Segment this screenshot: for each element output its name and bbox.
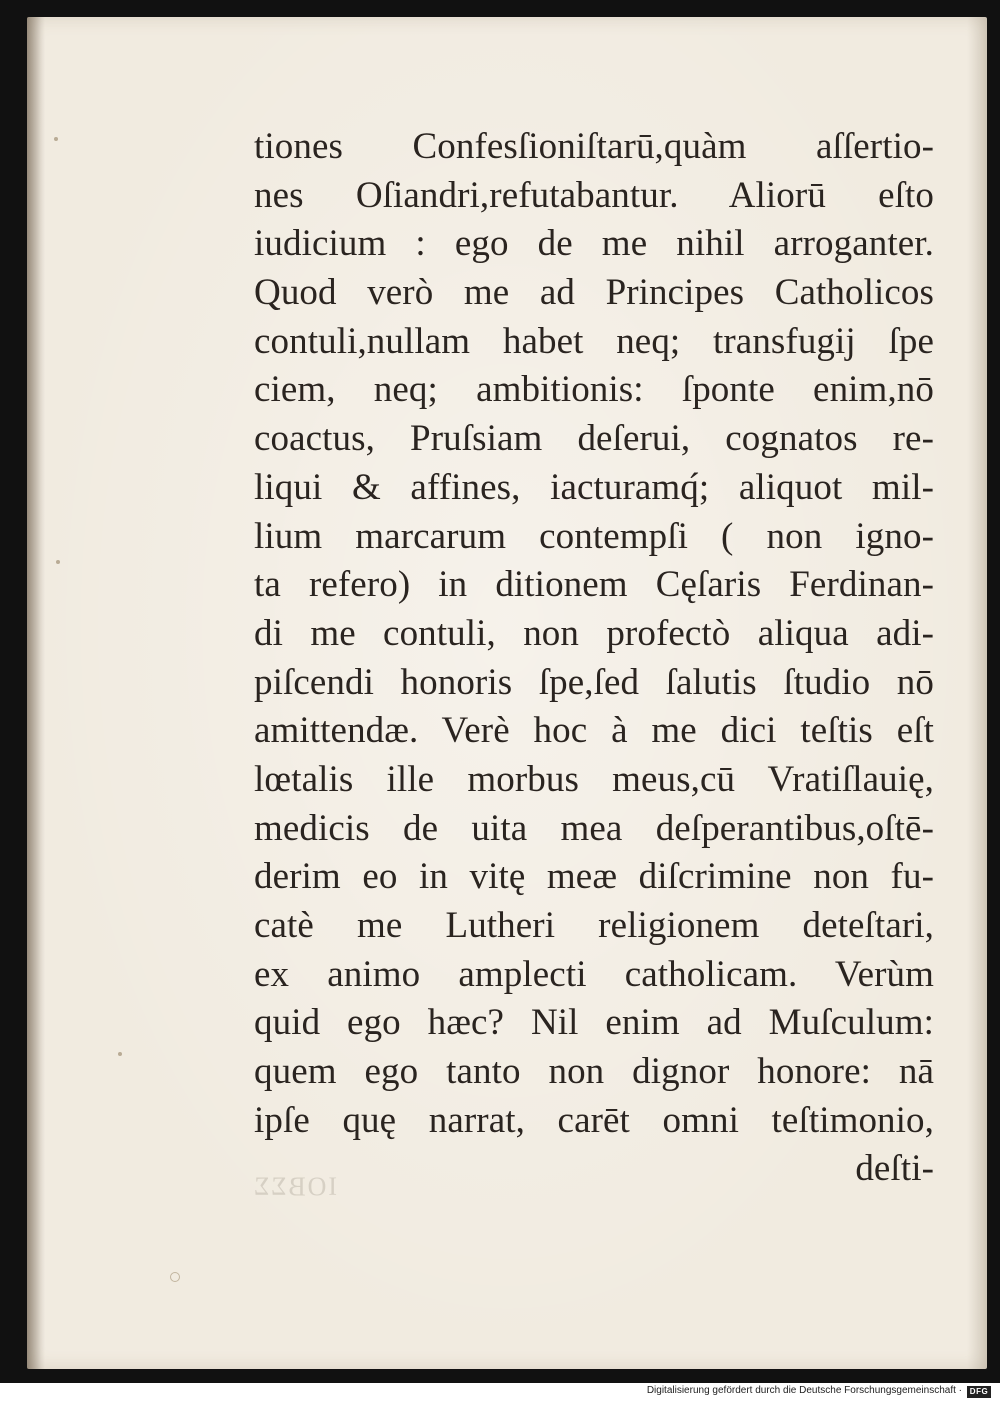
- text-line: ipſe quę narrat, carēt omni teſtimonio,: [254, 1099, 934, 1141]
- text-line: catè me Lutheri religionem deteſtari,: [254, 905, 934, 946]
- text-line: ex animo amplecti catholicam. Verùm: [254, 953, 934, 995]
- text-line: tiones Confesſioniſtarū,quàm aſſertio-: [254, 126, 934, 167]
- text-line: iudicium : ego de me nihil arroganter.: [254, 223, 934, 265]
- bleed-through-mark: ΙΟΒΣΣ: [252, 1172, 338, 1201]
- text-line: nes Oſiandri,refutabantur. Aliorū eſto: [254, 174, 934, 216]
- catchword: deſti-: [855, 1148, 934, 1190]
- text-line: lœtalis ille morbus meus,cū Vratiſlauię,: [254, 758, 934, 800]
- paper-speck: [54, 137, 58, 141]
- text-line: coactus, Pruſsiam deſerui, cognatos re-: [254, 418, 934, 460]
- text-line: derim eo in vitę meæ diſcrimine non fu-: [254, 856, 934, 898]
- text-line: quem ego tanto non dignor honore: nā: [254, 1051, 934, 1093]
- text-line: di me contuli, non profectò aliqua adi-: [254, 612, 934, 654]
- dfg-logo-icon: DFG: [967, 1386, 991, 1398]
- digitization-credit: Digitalisierung gefördert durch die Deutsche Forschungsgemeinschaft ·: [646, 1385, 962, 1396]
- text-line: ciem, neq; ambitionis: ſponte enim,nō: [254, 369, 934, 411]
- spine-shadow: [27, 17, 45, 1369]
- text-line: contuli,nullam habet neq; transfugij ſpe: [254, 320, 934, 362]
- paper-speck: [170, 1272, 180, 1282]
- text-line: amittendæ. Verè hoc à me dici teſtis eſt: [254, 710, 934, 752]
- text-line: Quod verò me ad Principes Catholicos: [254, 272, 934, 314]
- text-line: liqui & affines, iacturamq́; aliquot mil-: [254, 466, 934, 508]
- text-line: lium marcarum contempſi ( non igno-: [254, 515, 934, 557]
- text-line: quid ego hæc? Nil enim ad Muſculum:: [254, 1002, 934, 1044]
- footer-bar: [0, 1383, 1000, 1401]
- text-line: medicis de uita mea deſperantibus,oſtē-: [254, 807, 934, 849]
- page-text: [254, 123, 934, 1194]
- text-line: piſcendi honoris ſpe,ſed ſalutis ſtudio nō: [254, 661, 934, 703]
- paper-speck: [118, 1052, 122, 1056]
- paper-speck: [56, 560, 60, 564]
- text-line: ta refero) in ditionem Cęſaris Ferdinan-: [254, 564, 934, 606]
